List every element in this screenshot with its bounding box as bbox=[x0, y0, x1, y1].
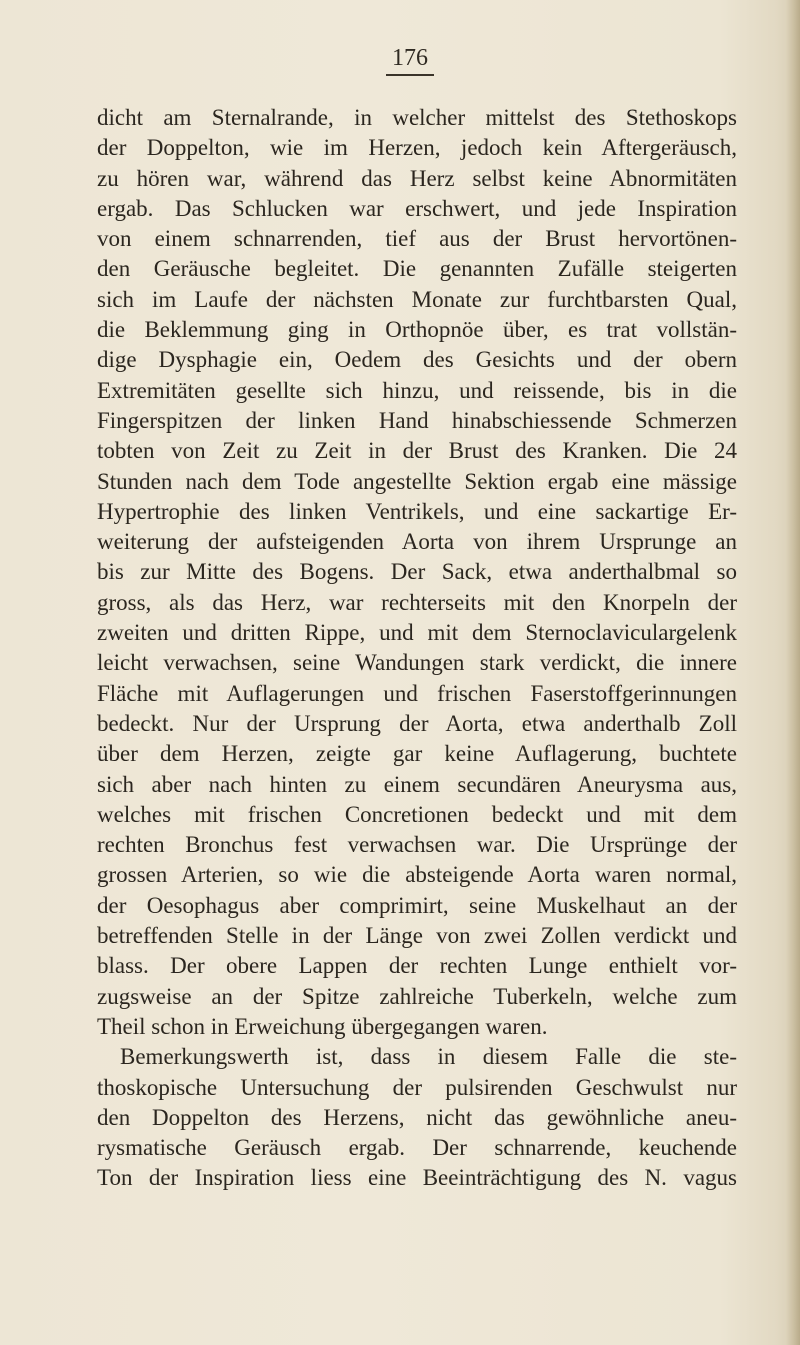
text-line: der Doppelton, wie im Herzen, jedoch kein Aftergeräusch, bbox=[97, 135, 737, 161]
text-line: Bemerkungswerth ist, dass in diesem Falle die ste- bbox=[120, 1044, 737, 1070]
text-line: Hypertrophie des linken Ventrikels, und eine sackartige Er- bbox=[97, 498, 737, 524]
text-line: Extremitäten gesellte sich hinzu, und reissende, bis in die bbox=[97, 377, 737, 403]
body-text bbox=[97, 103, 737, 1194]
text-line: dige Dysphagie ein, Oedem des Gesichts und der obern bbox=[97, 347, 737, 373]
text-line: die Beklemmung ging in Orthopnöe über, es trat vollstän- bbox=[97, 317, 737, 343]
text-line: Fingerspitzen der linken Hand hinabschiessende Schmerzen bbox=[97, 407, 737, 433]
page-number bbox=[0, 44, 800, 76]
text-line: gross, als das Herz, war rechterseits mit den Knorpeln der bbox=[97, 589, 737, 615]
text-line: blass. Der obere Lappen der rechten Lunge enthielt vor- bbox=[97, 953, 737, 979]
text-line: zugsweise an der Spitze zahlreiche Tuberkeln, welche zum bbox=[97, 983, 737, 1009]
text-line: ergab. Das Schlucken war erschwert, und jede Inspiration bbox=[97, 195, 737, 221]
text-line: leicht verwachsen, seine Wandungen stark verdickt, die innere bbox=[97, 650, 737, 676]
text-line: sich im Laufe der nächsten Monate zur furchtbarsten Qual, bbox=[97, 286, 737, 312]
text-line: zweiten und dritten Rippe, und mit dem Sternoclaviculargelenk bbox=[97, 620, 737, 646]
text-line: sich aber nach hinten zu einem secundären Aneurysma aus, bbox=[97, 771, 737, 797]
text-line: Fläche mit Auflagerungen und frischen Faserstoffgerinnungen bbox=[97, 680, 737, 706]
text-line: Theil schon in Erweichung übergegangen waren. bbox=[97, 1013, 548, 1039]
text-line: Stunden nach dem Tode angestellte Sektion ergab eine mässige bbox=[97, 468, 737, 494]
text-line: bis zur Mitte des Bogens. Der Sack, etwa anderthalbmal so bbox=[97, 559, 737, 585]
text-line: den Doppelton des Herzens, nicht das gewöhnliche aneu- bbox=[97, 1104, 737, 1130]
text-line: den Geräusche begleitet. Die genannten Zufälle steigerten bbox=[97, 256, 737, 282]
text-line: thoskopische Untersuchung der pulsirenden Geschwulst nur bbox=[97, 1074, 737, 1100]
page-number-text: 176 bbox=[386, 44, 434, 76]
text-line: welches mit frischen Concretionen bedeckt und mit dem bbox=[97, 801, 737, 827]
text-line: von einem schnarrenden, tief aus der Brust hervortönen- bbox=[97, 226, 737, 252]
text-line: rechten Bronchus fest verwachsen war. Die Ursprünge der bbox=[97, 832, 737, 858]
text-line: bedeckt. Nur der Ursprung der Aorta, etwa anderthalb Zoll bbox=[97, 710, 737, 736]
text-line: grossen Arterien, so wie die absteigende Aorta waren normal, bbox=[97, 862, 737, 888]
page-edge bbox=[786, 0, 800, 1345]
text-line: tobten von Zeit zu Zeit in der Brust des Kranken. Die 24 bbox=[97, 438, 737, 464]
text-line: zu hören war, während das Herz selbst keine Abnormitäten bbox=[97, 165, 737, 191]
text-line: betreffenden Stelle in der Länge von zwei Zollen verdickt und bbox=[97, 923, 737, 949]
text-line: dicht am Sternalrande, in welcher mittelst des Stethoskops bbox=[97, 105, 737, 130]
text-line: der Oesophagus aber comprimirt, seine Muskelhaut an der bbox=[97, 892, 737, 918]
text-line: weiterung der aufsteigenden Aorta von ihrem Ursprunge an bbox=[97, 529, 737, 555]
text-line: rysmatische Geräusch ergab. Der schnarrende, keuchende bbox=[97, 1135, 737, 1161]
text-line: über dem Herzen, zeigte gar keine Auflagerung, buchtete bbox=[97, 741, 737, 767]
text-line: Ton der Inspiration liess eine Beeinträchtigung des N. vagus bbox=[97, 1165, 737, 1191]
